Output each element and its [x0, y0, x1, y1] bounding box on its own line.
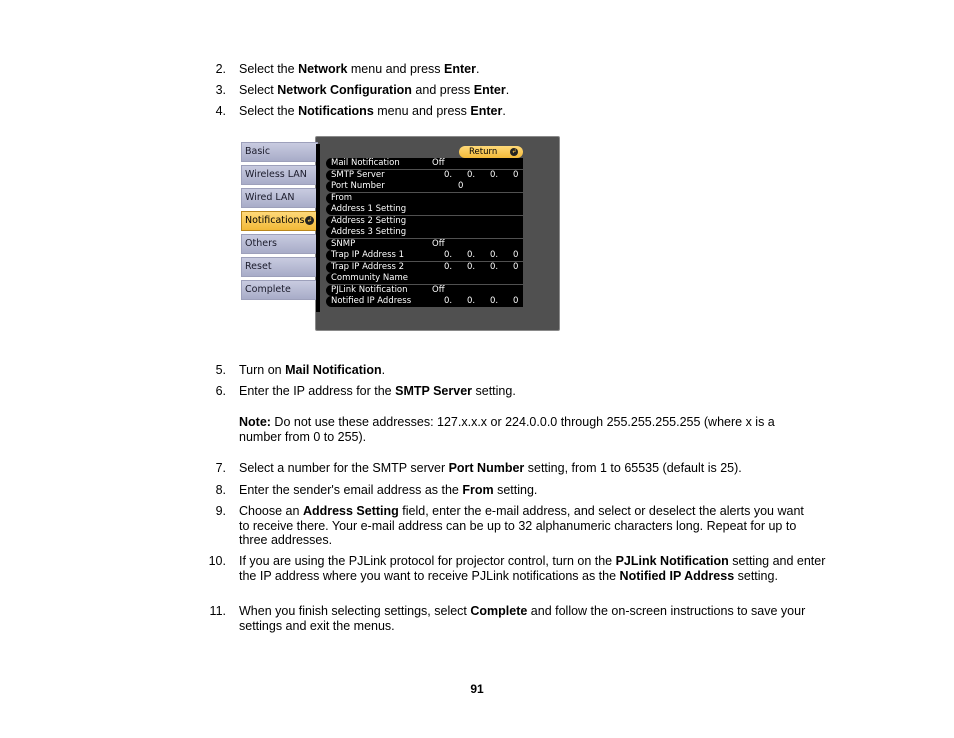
menu-tab-notifications — [241, 211, 318, 231]
ip-octet: 0 — [513, 250, 519, 260]
ip-octet: 0. — [444, 296, 453, 306]
step-text — [239, 83, 829, 98]
step-text — [239, 604, 814, 633]
bold-term: Address Setting — [302, 504, 399, 518]
ip-octet: 0. — [444, 261, 453, 272]
step-number: 9. — [215, 504, 226, 518]
menu-row-label: Address 3 Setting — [331, 227, 407, 237]
ip-octet: 0. — [467, 261, 476, 272]
menu-row-label: Trap IP Address 1 — [331, 250, 405, 260]
menu-tab-label: Basic — [245, 146, 271, 157]
menu-row-label: Notified IP Address — [331, 296, 412, 306]
text-run: Choose an — [239, 504, 303, 518]
ip-octet: 0. — [490, 261, 499, 272]
step-text — [239, 554, 829, 583]
step-text — [239, 104, 829, 119]
ip-octet: 0. — [467, 296, 476, 306]
text-run: setting. — [493, 483, 538, 497]
text-run: . — [502, 104, 506, 118]
text-run: field, enter the e-mail address, and select or deselect the alerts you want to receive there. Your e-mail address can be up to 32 alphanumeric characters long. Repeat for up to three addresses. — [239, 504, 804, 548]
menu-tab-complete — [241, 280, 318, 300]
ip-octet: 0. — [490, 169, 499, 180]
bold-term: Enter — [444, 62, 476, 76]
step-number: 2. — [215, 62, 226, 76]
menu-row-notified-ip-address — [326, 296, 523, 307]
menu-tab-label: Notifications — [245, 215, 305, 226]
return-button — [459, 146, 523, 158]
bold-term: Note: — [239, 415, 271, 429]
ip-octet: 0. — [444, 169, 453, 180]
text-run: Do not use these addresses: 127.x.x.x or 224.0.0.0 through 255.255.255.255 (where x is a number from 0 to 255). — [239, 415, 775, 444]
ip-octet: 0. — [444, 250, 453, 260]
menu-row-label: SMTP Server — [331, 169, 385, 180]
bold-term: From — [462, 483, 494, 497]
menu-tab-others — [241, 234, 318, 254]
menu-row-trap-ip-address-1 — [326, 250, 523, 261]
step-text — [239, 363, 829, 378]
step-text — [239, 384, 829, 399]
menu-row-snmp — [326, 239, 523, 250]
menu-row-label: Community Name — [331, 273, 408, 283]
ip-octet: 0. — [490, 296, 499, 306]
menu-row-label: From — [331, 192, 353, 203]
menu-row-label: Address 1 Setting — [331, 204, 407, 214]
menu-row-label: Trap IP Address 2 — [331, 261, 405, 272]
step-text — [239, 504, 814, 548]
menu-tab-wired-lan — [241, 188, 318, 208]
step-number: 7. — [215, 461, 226, 475]
menu-row-label: SNMP — [331, 238, 356, 249]
text-run: If you are using the PJLink protocol for projector control, turn on the — [239, 554, 616, 568]
step-number: 4. — [215, 104, 226, 118]
step-number: 11. — [209, 604, 226, 618]
menu-tab-label: Others — [245, 238, 277, 249]
menu-tab-basic — [241, 142, 318, 162]
text-run: Select — [239, 83, 278, 97]
bold-term: Notifications — [298, 104, 374, 118]
note-text — [239, 415, 809, 444]
text-run: setting. — [734, 568, 778, 583]
menu-row-label: Port Number — [331, 181, 385, 191]
bold-term: PJLink Notification — [615, 554, 729, 568]
bold-term: Port Number — [448, 461, 525, 475]
ip-octet: 0 — [513, 261, 519, 272]
step-text — [239, 483, 829, 498]
text-run: and press — [411, 83, 474, 97]
menu-row-address-1-setting — [326, 204, 523, 215]
text-run: menu and press — [373, 104, 471, 118]
bold-term: Network Configuration — [277, 83, 412, 97]
menu-row-trap-ip-address-2 — [326, 262, 523, 273]
step-text — [239, 461, 829, 476]
bold-term: Notified IP Address — [619, 568, 735, 583]
menu-row-label: Mail Notification — [331, 158, 400, 168]
menu-tab-reset — [241, 257, 318, 277]
ip-octet: 0 — [513, 296, 519, 306]
text-run: and follow the on-screen instructions to save your settings and exit the menus. — [239, 604, 806, 633]
page-number: 91 — [470, 682, 484, 696]
text-run: setting and enter the IP address where you want to receive PJLink notifications as the — [239, 554, 826, 583]
menu-row-value: 0 — [458, 181, 464, 191]
text-run: Select the — [239, 104, 299, 118]
text-run: Select the — [239, 62, 299, 76]
menu-row-address-3-setting — [326, 227, 523, 238]
enter-icon: ↲ — [306, 216, 313, 224]
bold-term: Enter — [473, 83, 506, 97]
bold-term: Mail Notification — [285, 363, 382, 377]
menu-tab-wireless-lan — [241, 165, 318, 185]
text-run: Turn on — [239, 363, 286, 377]
menu-row-value: Off — [432, 238, 445, 249]
bold-term: Complete — [470, 604, 528, 618]
menu-tab-label: Complete — [245, 284, 291, 295]
menu-tab-label: Wired LAN — [245, 192, 295, 203]
text-run: . — [381, 363, 386, 377]
menu-row-from — [326, 193, 523, 204]
text-run: . — [475, 62, 480, 76]
menu-row-label: Address 2 Setting — [331, 215, 407, 226]
menu-tab-label: Reset — [245, 261, 272, 272]
text-run: menu and press — [347, 62, 444, 76]
menu-row-label: PJLink Notification — [331, 284, 408, 295]
menu-row-address-2-setting — [326, 216, 523, 227]
text-run: . — [505, 83, 510, 97]
menu-row-port-number — [326, 181, 523, 192]
projector-menu-screenshot — [240, 136, 560, 330]
ip-octet: 0. — [467, 169, 476, 180]
enter-icon: ↲ — [511, 148, 517, 155]
menu-divider — [316, 144, 320, 312]
bold-term: Enter — [470, 104, 503, 118]
ip-octet: 0 — [513, 169, 519, 180]
menu-row-pjlink-notification — [326, 285, 523, 296]
menu-row-value: Off — [432, 158, 445, 168]
text-run: When you finish selecting settings, select — [239, 604, 471, 618]
menu-row-community-name — [326, 273, 523, 284]
text-run: Select a number for the SMTP server — [239, 461, 449, 475]
step-number: 8. — [215, 483, 226, 497]
step-number: 10. — [208, 554, 226, 568]
bold-term: SMTP Server — [395, 384, 473, 398]
text-run: Enter the IP address for the — [239, 384, 396, 398]
text-run: Enter the sender's email address as the — [239, 483, 463, 497]
ip-octet: 0. — [467, 250, 476, 260]
menu-row-smtp-server — [326, 170, 523, 181]
return-label: Return — [469, 147, 498, 157]
menu-row-value: Off — [432, 284, 445, 295]
step-number: 5. — [215, 363, 226, 377]
step-number: 6. — [215, 384, 226, 398]
bold-term: Network — [298, 62, 348, 76]
menu-tab-label: Wireless LAN — [245, 169, 307, 180]
menu-row-mail-notification — [326, 158, 523, 169]
text-run: setting, from 1 to 65535 (default is 25). — [524, 461, 742, 475]
step-text — [239, 62, 829, 77]
text-run: setting. — [472, 384, 516, 398]
step-number: 3. — [215, 83, 226, 97]
ip-octet: 0. — [490, 250, 499, 260]
